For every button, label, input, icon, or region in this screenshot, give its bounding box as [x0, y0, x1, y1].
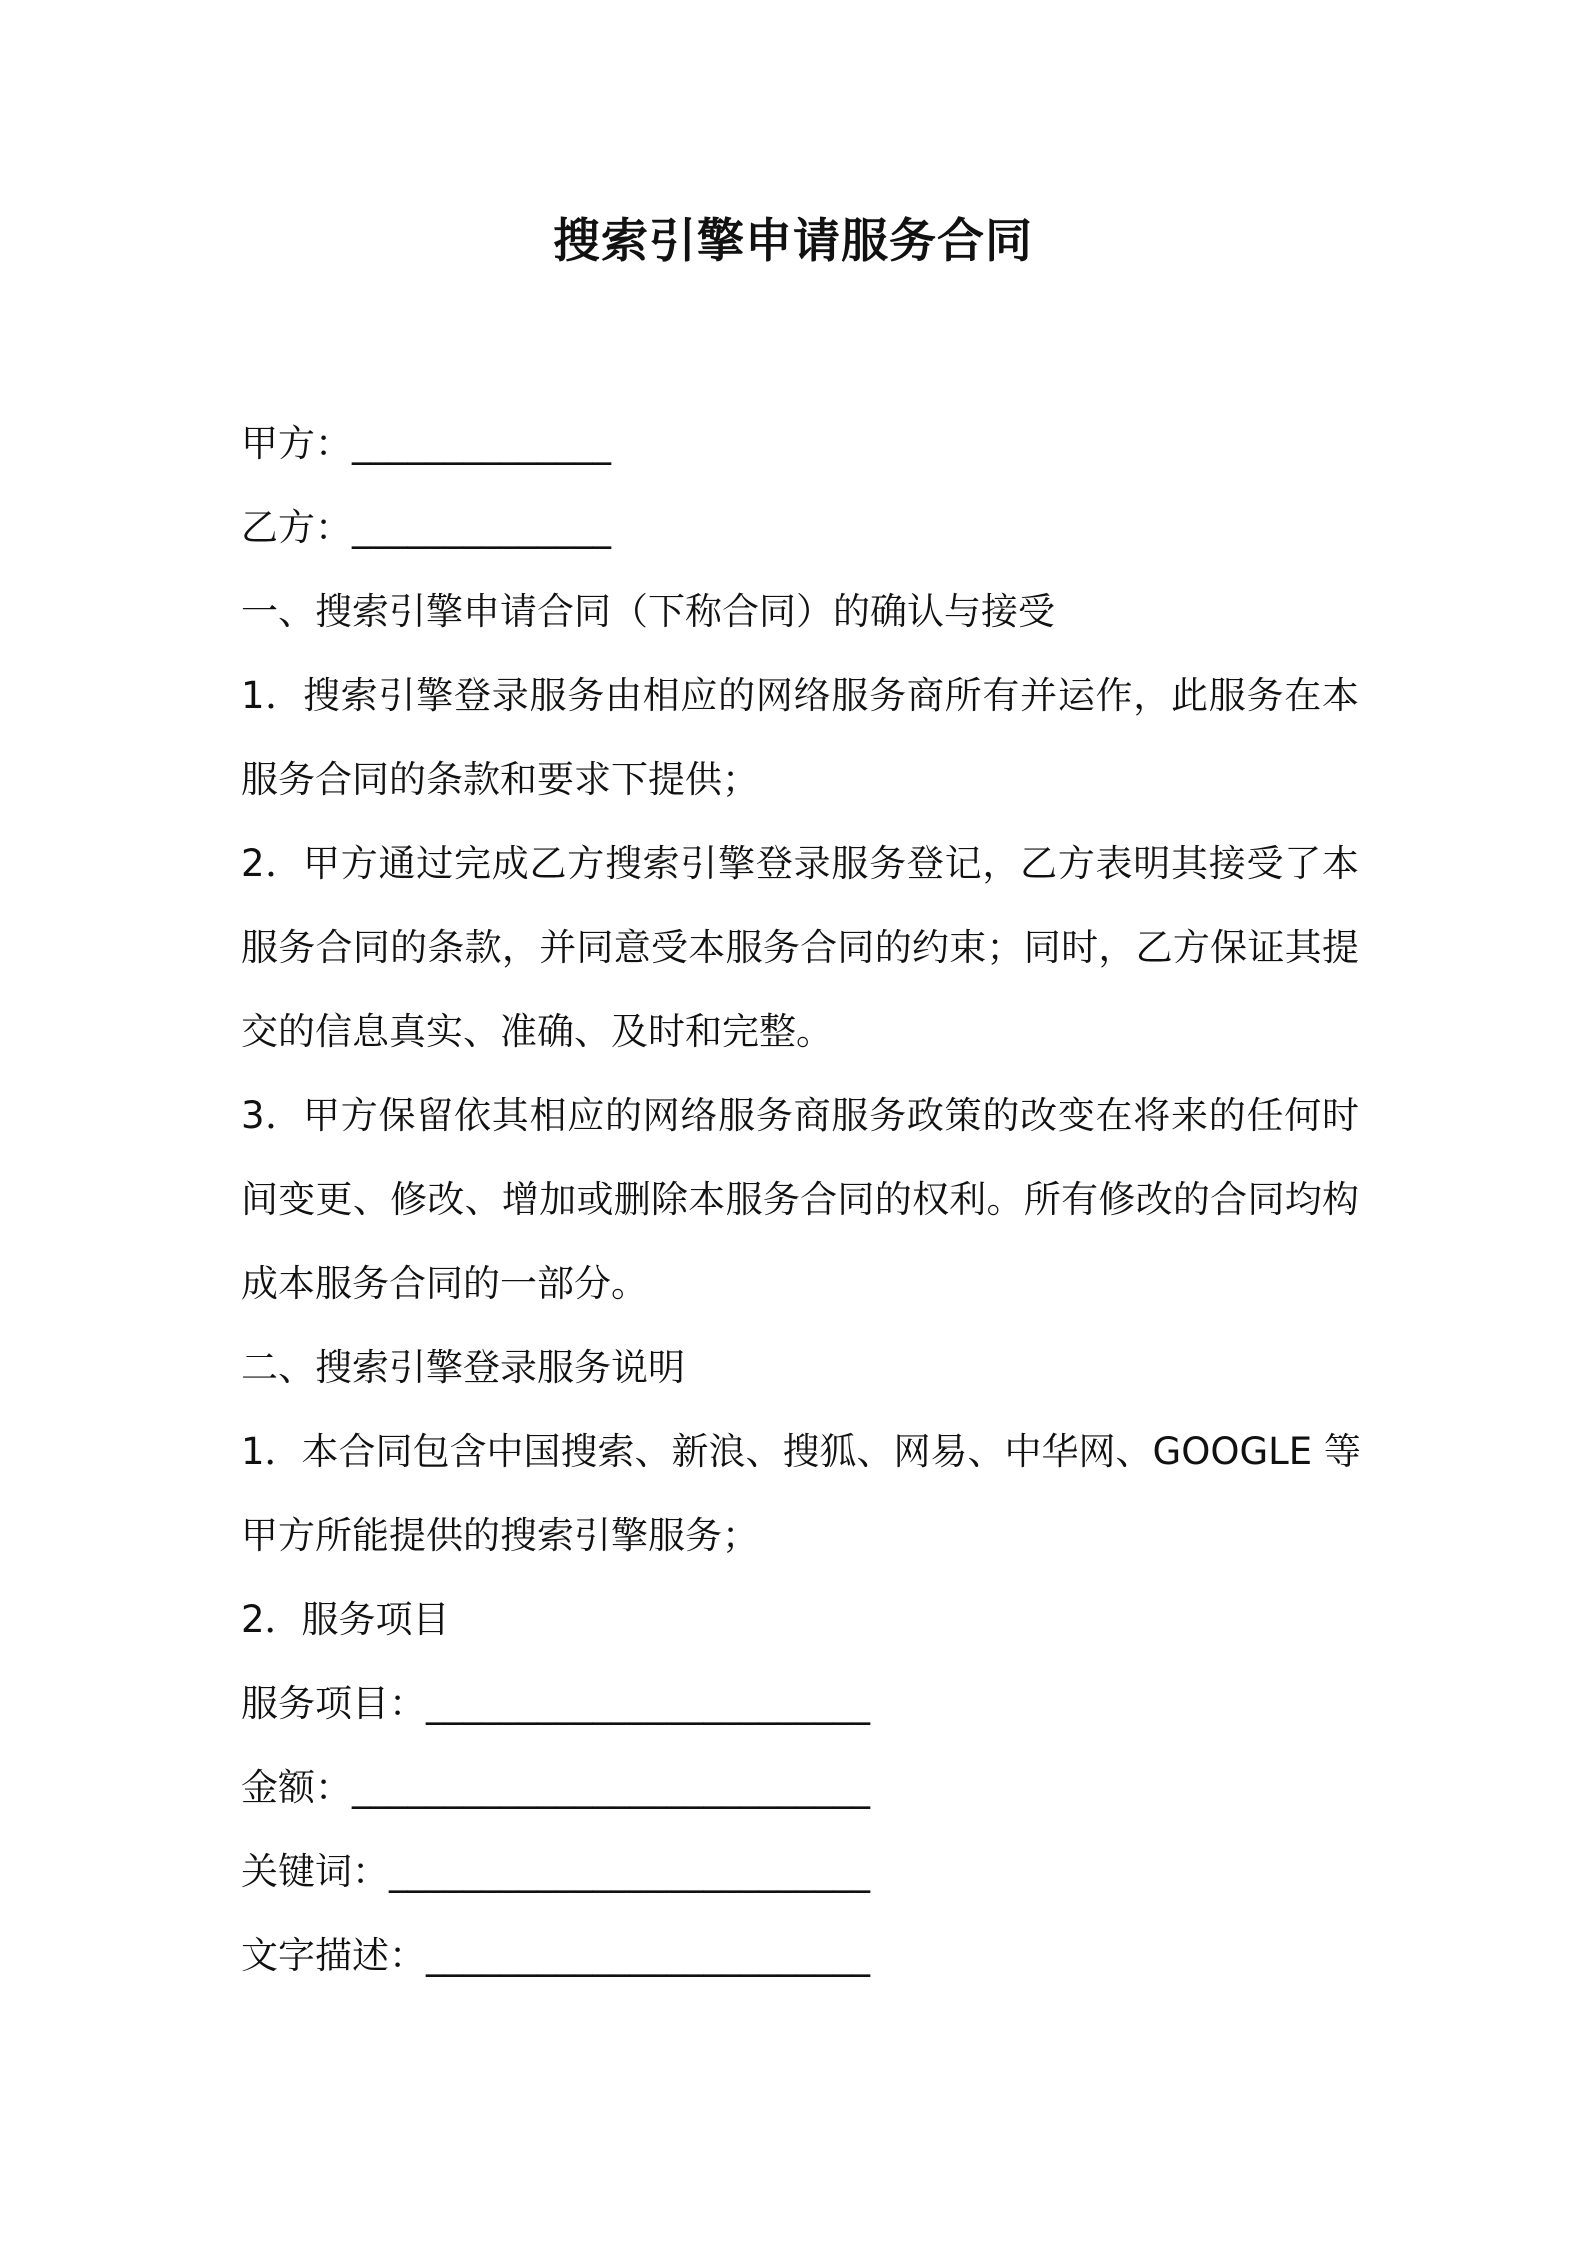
keywords-field: 关键词：__________________________ [241, 1850, 870, 1893]
clause-2-1-line-2: 甲方所能提供的搜索引擎服务； [241, 1514, 759, 1557]
amount-field: 金额：____________________________ [241, 1766, 870, 1809]
clause-1-3-line-1: 3．甲方保留依其相应的网络服务商服务政策的改变在将来的任何时 [241, 1094, 1359, 1137]
clause-1-2-line-3: 交的信息真实、准确、及时和完整。 [241, 1010, 833, 1053]
clause-1-1-line-2: 服务合同的条款和要求下提供； [241, 758, 759, 801]
party-b-line: 乙方：______________ [241, 506, 611, 549]
party-a-line: 甲方：______________ [241, 422, 611, 465]
clause-1-2-line-1: 2．甲方通过完成乙方搜索引擎登录服务登记，乙方表明其接受了本 [241, 842, 1359, 885]
service-item-field: 服务项目：________________________ [241, 1682, 870, 1725]
section-1-heading: 一、搜索引擎申请合同（下称合同）的确认与接受 [241, 590, 1055, 633]
clause-2-1-line-1: 1．本合同包含中国搜索、新浪、搜狐、网易、中华网、GOOGLE 等 [241, 1430, 1361, 1473]
text-description-field: 文字描述：________________________ [241, 1934, 870, 1977]
clause-1-1-line-1: 1．搜索引擎登录服务由相应的网络服务商所有并运作，此服务在本 [241, 674, 1359, 717]
contract-body [241, 402, 1359, 1998]
clause-1-2-line-2: 服务合同的条款，并同意受本服务合同的约束；同时，乙方保证其提 [241, 926, 1359, 969]
clause-2-2-heading: 2．服务项目 [241, 1598, 450, 1641]
section-2-heading: 二、搜索引擎登录服务说明 [241, 1346, 685, 1389]
clause-1-3-line-3: 成本服务合同的一部分。 [241, 1262, 648, 1305]
document-title: 搜索引擎申请服务合同 [553, 214, 1033, 269]
clause-1-3-line-2: 间变更、修改、增加或删除本服务合同的权利。所有修改的合同均构 [241, 1178, 1359, 1221]
